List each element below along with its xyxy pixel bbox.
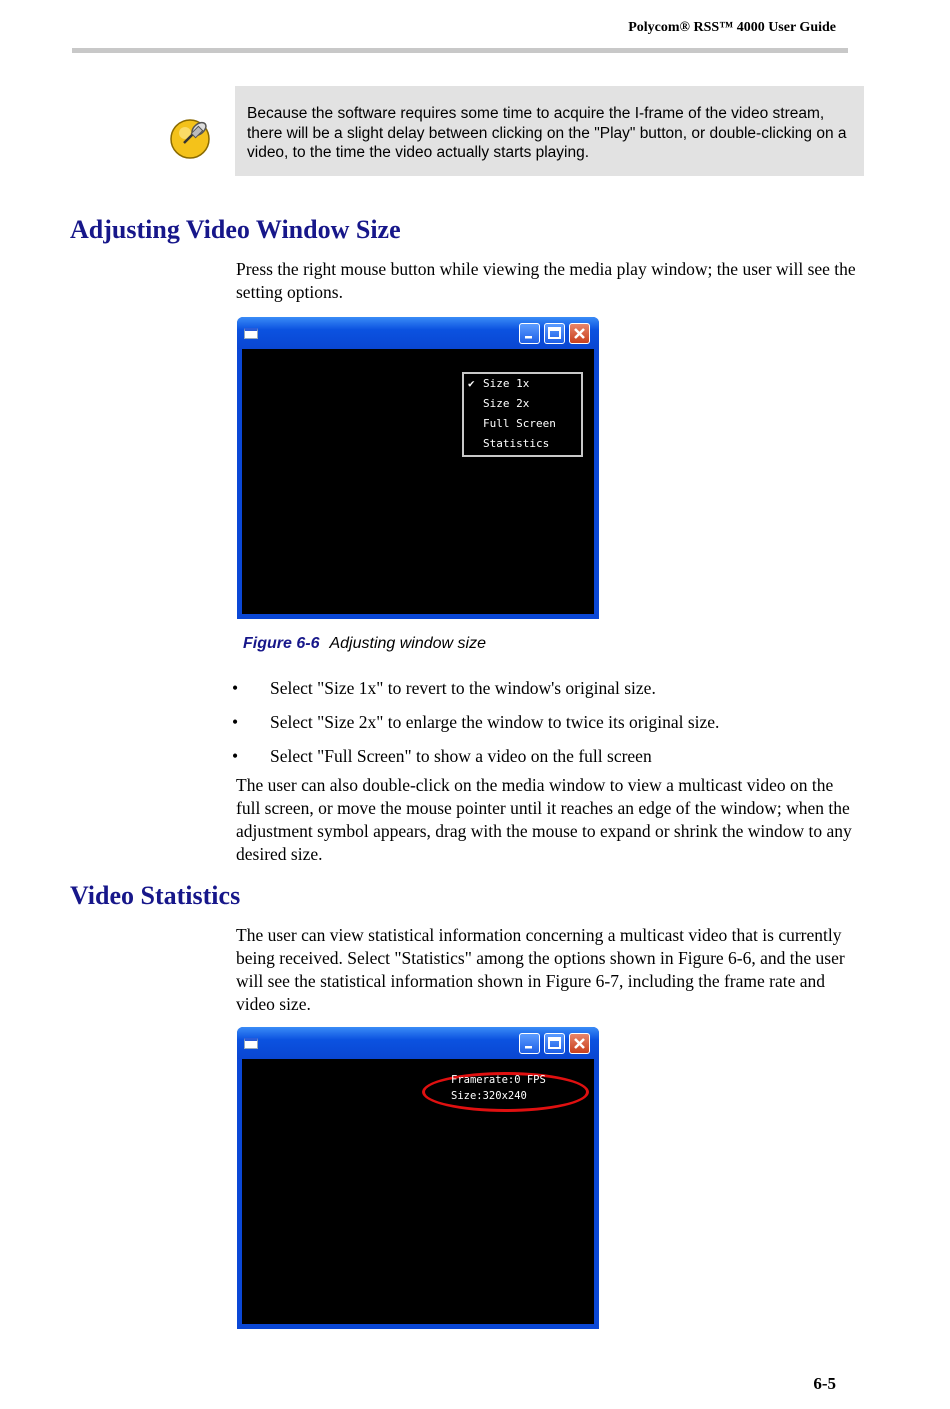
video-area[interactable] [242,1059,594,1324]
header-rule [72,48,848,53]
menu-item-size-1x[interactable]: Size 1x [483,377,530,390]
maximize-icon [545,324,564,343]
figure-number: Figure 6-6 [243,635,320,652]
bullet-dot-icon: • [232,746,239,766]
note-text: Because the software requires some time to acquire the I-frame of the video stream, there will be a slight delay between clicking on the "Play" button, or double-clicking on a video, to the time the video actually starts playing. [247,105,847,161]
maximize-button[interactable] [544,323,565,344]
close-button[interactable] [569,1033,590,1054]
bullet-dot-icon: • [232,712,239,732]
close-icon [570,324,589,343]
section-heading-adjusting-window: Adjusting Video Window Size [70,215,401,244]
minimize-button[interactable] [519,1033,540,1054]
minimize-button[interactable] [519,323,540,344]
note-box [235,86,864,176]
maximize-icon [545,1034,564,1053]
window-titlebar[interactable] [237,317,599,349]
minimize-icon [520,324,539,343]
checkmark-icon: ✔ [468,377,475,390]
context-menu [462,372,583,457]
figure-caption [243,635,486,653]
bullet-text: Select "Full Screen" to show a video on the full screen [270,746,652,766]
running-header: Polycom® RSS™ 4000 User Guide [628,20,836,35]
menu-item-full-screen[interactable]: Full Screen [483,417,556,430]
section-heading-video-statistics: Video Statistics [70,881,241,910]
page-number: 6-5 [813,1374,836,1393]
stats-framerate: Framerate:0 FPS [451,1074,546,1086]
section1-intro: Press the right mouse button while viewing the media play window; the user will see the setting options. [236,259,856,302]
bullet-text: Select "Size 1x" to revert to the window's original size. [270,678,656,698]
section1-after: The user can also double-click on the media window to view a multicast video on the full screen, or move the mouse pointer until it reaches an edge of the window; when the adjustment symbol appears, drag with the mouse to expand or shrink the window to any desired size. [236,775,852,864]
window-titlebar[interactable] [237,1027,599,1059]
section2-intro: The user can view statistical information concerning a multicast video that is currently being received. Select "Statistics" among the options shown in Figure 6-6, and the user will see the statistical information shown in Figure 6-7, including the frame rate and video size. [236,925,845,1014]
window-system-icon[interactable] [244,1038,258,1049]
figure-caption-text: Adjusting window size [329,635,486,652]
bullet-dot-icon: • [232,678,239,698]
media-window-figure-6-6 [237,317,599,619]
stats-size: Size:320x240 [451,1090,527,1102]
menu-item-size-2x[interactable]: Size 2x [483,397,530,410]
maximize-button[interactable] [544,1033,565,1054]
video-area[interactable] [242,349,594,614]
close-button[interactable] [569,323,590,344]
close-icon [570,1034,589,1053]
bullet-text: Select "Size 2x" to enlarge the window to twice its original size. [270,712,720,732]
minimize-icon [520,1034,539,1053]
menu-item-statistics[interactable]: Statistics [483,437,550,450]
window-system-icon[interactable] [244,328,258,339]
pushpin-note-icon [168,113,216,161]
media-window-statistics [237,1027,599,1329]
